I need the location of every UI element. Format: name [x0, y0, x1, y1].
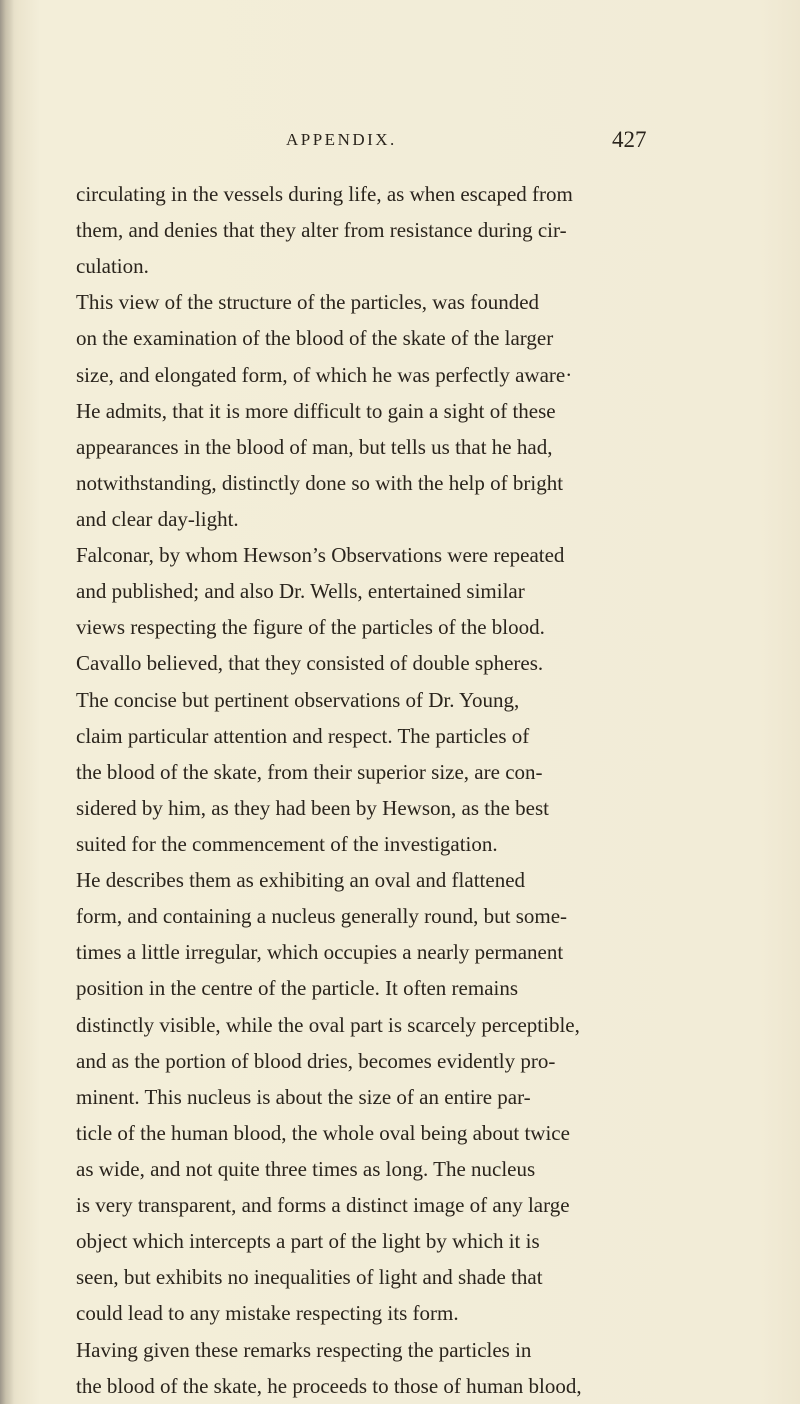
- text-line: This view of the structure of the particles, was founded: [76, 290, 540, 315]
- text-line: the blood of the skate, he proceeds to those of human blood,: [76, 1373, 582, 1398]
- text-line: sidered by him, as they had been by Hewson, as the best: [76, 795, 549, 820]
- text-line: and clear day-light.: [76, 506, 239, 531]
- text-line: size, and elongated form, of which he was perfectly aware·: [76, 362, 573, 387]
- text-line: on the examination of the blood of the skate of the larger: [76, 326, 554, 351]
- running-header: [0, 122, 800, 158]
- binding-shadow: [0, 0, 14, 1404]
- text-line: circulating in the vessels during life, as when escaped from: [76, 182, 573, 206]
- text-line: seen, but exhibits no inequalities of light and shade that: [76, 1265, 543, 1290]
- page-number: 427: [612, 127, 647, 152]
- text-line: culation.: [76, 254, 149, 279]
- text-line: minent. This nucleus is about the size of an entire par-: [76, 1084, 531, 1109]
- text-line: times a little irregular, which occupies a nearly permanent: [76, 940, 564, 965]
- running-title: APPENDIX.: [286, 130, 397, 149]
- text-line: The concise but pertinent observations of Dr. Young,: [76, 687, 520, 712]
- text-line: ticle of the human blood, the whole oval being about twice: [76, 1120, 570, 1145]
- text-line: object which intercepts a part of the light by which it is: [76, 1229, 540, 1254]
- text-line: He describes them as exhibiting an oval and flattened: [76, 868, 526, 893]
- text-line: claim particular attention and respect. The particles of: [76, 723, 530, 748]
- text-line: appearances in the blood of man, but tells us that he had,: [76, 434, 553, 459]
- text-line: and published; and also Dr. Wells, entertained similar: [76, 579, 525, 604]
- text-line: He admits, that it is more difficult to gain a sight of these: [76, 398, 556, 423]
- text-line: notwithstanding, distinctly done so with the help of bright: [76, 470, 564, 495]
- text-line: Having given these remarks respecting the particles in: [76, 1337, 532, 1362]
- text-line: position in the centre of the particle. It often remains: [76, 976, 519, 1001]
- text-line: could lead to any mistake respecting its form.: [76, 1301, 459, 1326]
- text-line: as wide, and not quite three times as long. The nucleus: [76, 1156, 536, 1181]
- text-line: is very transparent, and forms a distinct image of any large: [76, 1193, 570, 1218]
- text-line: them, and denies that they alter from resistance during cir-: [76, 218, 567, 243]
- text-line: distinctly visible, while the oval part is scarcely perceptible,: [76, 1012, 580, 1037]
- text-line: form, and containing a nucleus generally round, but some-: [76, 904, 568, 929]
- text-line: the blood of the skate, from their superior size, are con-: [76, 759, 543, 784]
- body-text: [76, 176, 686, 1404]
- text-line: views respecting the figure of the particles of the blood.: [76, 615, 545, 640]
- text-line: suited for the commencement of the investigation.: [76, 831, 498, 856]
- text-line: and as the portion of blood dries, becomes evidently pro-: [76, 1048, 556, 1073]
- text-line: Falconar, by whom Hewson’s Observations were repeated: [76, 543, 565, 568]
- text-line: Cavallo believed, that they consisted of double spheres.: [76, 651, 544, 676]
